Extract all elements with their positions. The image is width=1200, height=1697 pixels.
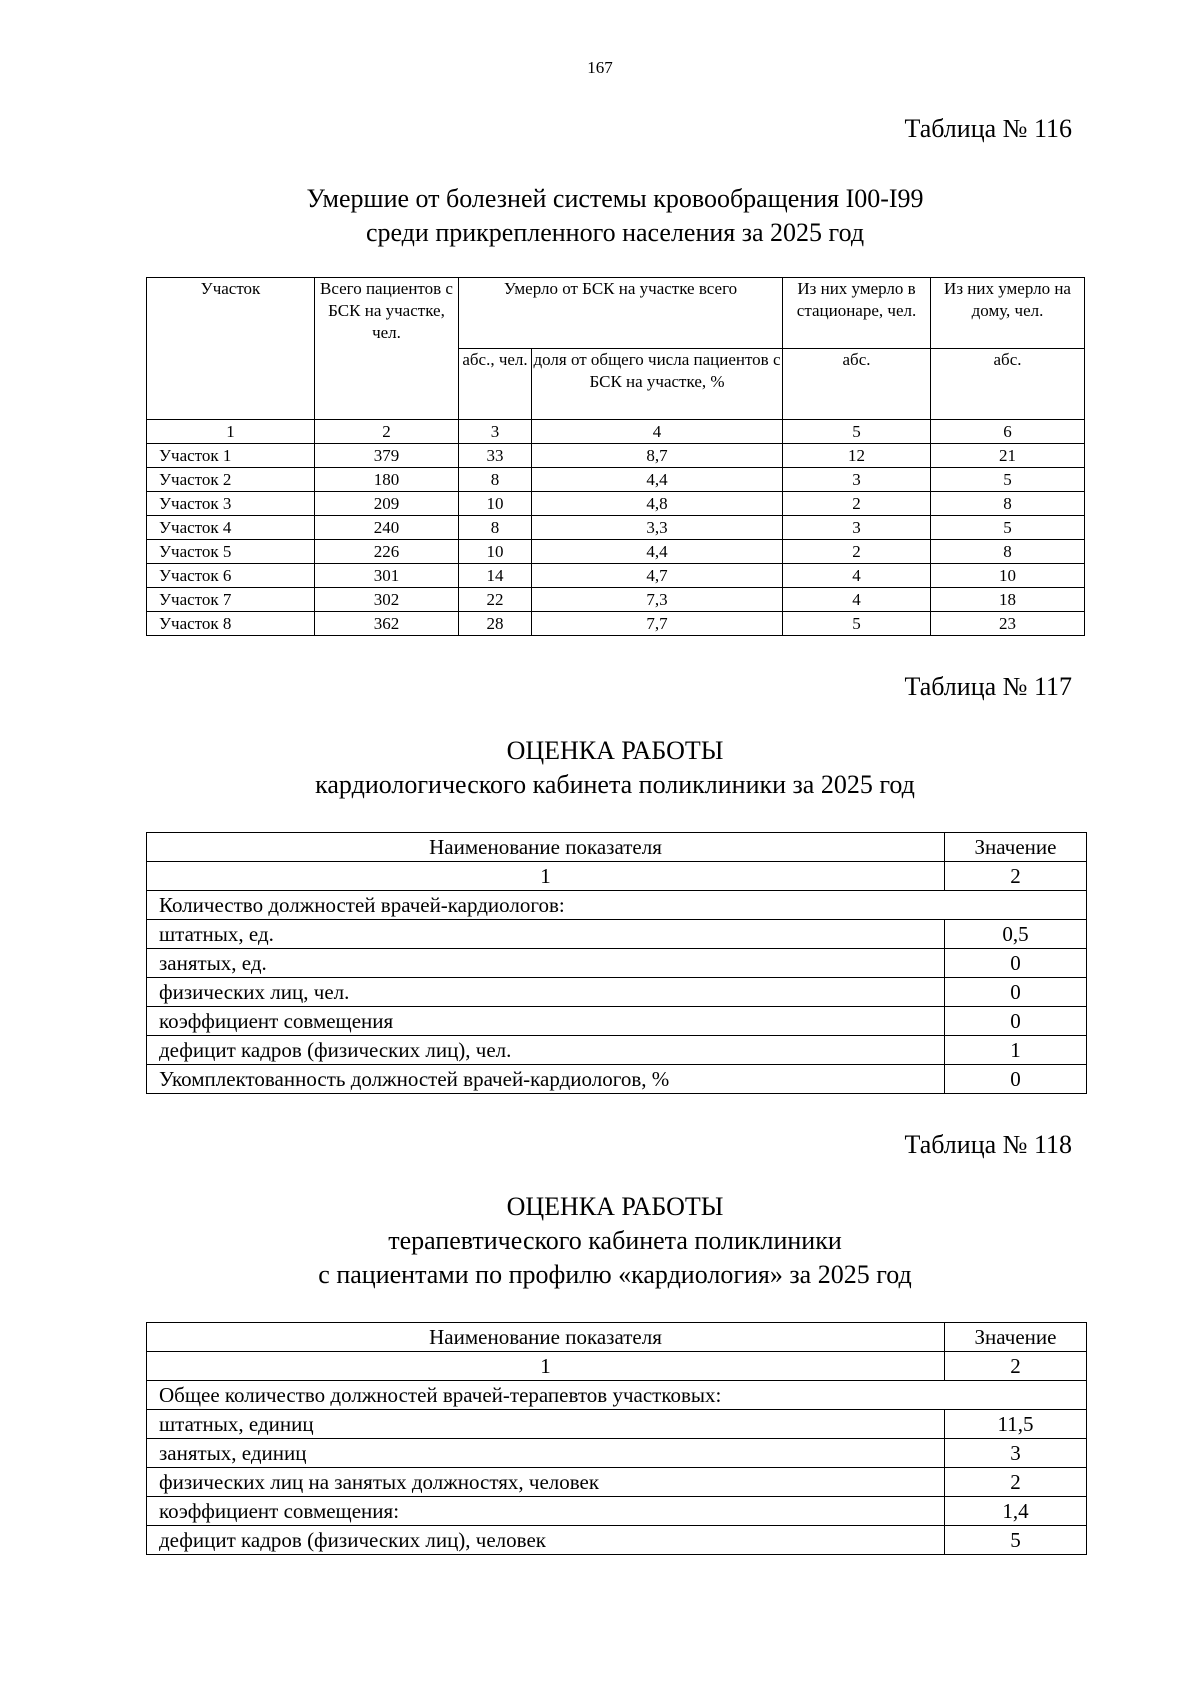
- col-number: 1: [147, 420, 315, 444]
- cell-name: коэффициент совмещения:: [147, 1497, 945, 1526]
- header-value: Значение: [945, 833, 1087, 862]
- cell-total: 180: [315, 468, 459, 492]
- cell-total: 209: [315, 492, 459, 516]
- cell-value: 3: [945, 1439, 1087, 1468]
- cell-value: 1,4: [945, 1497, 1087, 1526]
- cell-abs: 8: [459, 468, 532, 492]
- cell-share: 3,3: [532, 516, 783, 540]
- cell-area: Участок 2: [147, 468, 315, 492]
- title-line: среди прикрепленного населения за 2025 год: [365, 218, 865, 247]
- section-row: Количество должностей врачей-кардиологов:: [147, 891, 1087, 920]
- header-abs-home: абс.: [931, 349, 1085, 420]
- cell-area: Участок 6: [147, 564, 315, 588]
- col-number: 3: [459, 420, 532, 444]
- table-row: [147, 1007, 1087, 1036]
- cell-hospital: 4: [783, 564, 931, 588]
- cell-abs: 10: [459, 492, 532, 516]
- cell-value: 11,5: [945, 1410, 1087, 1439]
- cell-value: 0: [945, 978, 1087, 1007]
- table-118-title: [0, 1190, 1200, 1292]
- cell-area: Участок 8: [147, 612, 315, 636]
- cell-hospital: 5: [783, 612, 931, 636]
- cell-total: 302: [315, 588, 459, 612]
- cell-total: 379: [315, 444, 459, 468]
- cell-abs: 14: [459, 564, 532, 588]
- cell-home: 5: [931, 468, 1085, 492]
- table-118-label: Таблица № 118: [904, 1130, 1072, 1159]
- title-line: Умершие от болезней системы кровообращения I00-I99: [306, 184, 924, 213]
- header-share: доля от общего числа пациентов с БСК на участке, %: [532, 349, 783, 420]
- table-117-title: [0, 734, 1200, 802]
- cell-name: штатных, ед.: [147, 920, 945, 949]
- table-row: [147, 564, 1085, 588]
- cell-name: физических лиц, чел.: [147, 978, 945, 1007]
- cell-name: физических лиц на занятых должностях, человек: [147, 1468, 945, 1497]
- table-117: [146, 832, 1087, 1094]
- cell-share: 4,7: [532, 564, 783, 588]
- cell-hospital: 3: [783, 468, 931, 492]
- cell-hospital: 2: [783, 492, 931, 516]
- section-row: Общее количество должностей врачей-терапевтов участковых:: [147, 1381, 1087, 1410]
- col-number: 5: [783, 420, 931, 444]
- cell-value: 0,5: [945, 920, 1087, 949]
- table-row: [147, 1526, 1087, 1555]
- table-row: [147, 920, 1087, 949]
- cell-home: 8: [931, 540, 1085, 564]
- page-number: 167: [587, 58, 613, 77]
- title-line: ОЦЕНКА РАБОТЫ: [506, 1192, 724, 1221]
- cell-name: дефицит кадров (физических лиц), чел.: [147, 1036, 945, 1065]
- table-116: [146, 277, 1085, 636]
- table-row: [147, 1065, 1087, 1094]
- cell-name: занятых, единиц: [147, 1439, 945, 1468]
- cell-share: 8,7: [532, 444, 783, 468]
- cell-value: 0: [945, 949, 1087, 978]
- cell-name: коэффициент совмещения: [147, 1007, 945, 1036]
- cell-hospital: 12: [783, 444, 931, 468]
- header-name: Наименование показателя: [147, 1323, 945, 1352]
- cell-value: 1: [945, 1036, 1087, 1065]
- column-numbers-row: [147, 420, 1085, 444]
- cell-home: 5: [931, 516, 1085, 540]
- table-row: [147, 949, 1087, 978]
- table-row: [147, 516, 1085, 540]
- cell-name: Укомплектованность должностей врачей-кардиологов, %: [147, 1065, 945, 1094]
- table-row: [147, 612, 1085, 636]
- cell-total: 362: [315, 612, 459, 636]
- header-name: Наименование показателя: [147, 833, 945, 862]
- table-117-label: Таблица № 117: [904, 672, 1072, 701]
- header-died: Умерло от БСК на участке всего: [459, 278, 783, 349]
- title-line: ОЦЕНКА РАБОТЫ: [506, 736, 724, 765]
- cell-abs: 8: [459, 516, 532, 540]
- cell-share: 4,4: [532, 540, 783, 564]
- table-row: [147, 444, 1085, 468]
- cell-home: 18: [931, 588, 1085, 612]
- cell-value: 5: [945, 1526, 1087, 1555]
- cell-area: Участок 5: [147, 540, 315, 564]
- cell-abs: 33: [459, 444, 532, 468]
- title-line: терапевтического кабинета поликлиники: [388, 1226, 842, 1255]
- cell-abs: 28: [459, 612, 532, 636]
- table-row: [147, 588, 1085, 612]
- header-abs-hospital: абс.: [783, 349, 931, 420]
- cell-value: 0: [945, 1007, 1087, 1036]
- cell-share: 4,8: [532, 492, 783, 516]
- cell-total: 301: [315, 564, 459, 588]
- table-118: [146, 1322, 1087, 1555]
- cell-area: Участок 3: [147, 492, 315, 516]
- col-number: 6: [931, 420, 1085, 444]
- col-number: 2: [315, 420, 459, 444]
- header-abs-chel: абс., чел.: [459, 349, 532, 420]
- cell-area: Участок 1: [147, 444, 315, 468]
- cell-share: 7,7: [532, 612, 783, 636]
- table-row: [147, 468, 1085, 492]
- cell-name: штатных, единиц: [147, 1410, 945, 1439]
- cell-abs: 10: [459, 540, 532, 564]
- cell-name: занятых, ед.: [147, 949, 945, 978]
- cell-home: 21: [931, 444, 1085, 468]
- cell-total: 240: [315, 516, 459, 540]
- col-number: 1: [147, 1352, 945, 1381]
- cell-share: 7,3: [532, 588, 783, 612]
- title-line: с пациентами по профилю «кардиология» за 2025 год: [318, 1260, 912, 1289]
- col-number: 2: [945, 1352, 1087, 1381]
- cell-abs: 22: [459, 588, 532, 612]
- cell-home: 10: [931, 564, 1085, 588]
- header-home: Из них умерло на дому, чел.: [931, 278, 1085, 349]
- header-total: Всего пациентов с БСК на участке, чел.: [315, 278, 459, 420]
- table-116-title: [0, 182, 1200, 250]
- cell-home: 23: [931, 612, 1085, 636]
- cell-hospital: 3: [783, 516, 931, 540]
- table-row: [147, 1439, 1087, 1468]
- header-value: Значение: [945, 1323, 1087, 1352]
- header-hospital: Из них умерло в стационаре, чел.: [783, 278, 931, 349]
- cell-area: Участок 7: [147, 588, 315, 612]
- col-number: 4: [532, 420, 783, 444]
- title-line: кардиологического кабинета поликлиники за 2025 год: [315, 770, 915, 799]
- cell-hospital: 2: [783, 540, 931, 564]
- col-number: 2: [945, 862, 1087, 891]
- cell-area: Участок 4: [147, 516, 315, 540]
- cell-hospital: 4: [783, 588, 931, 612]
- col-number: 1: [147, 862, 945, 891]
- cell-name: дефицит кадров (физических лиц), человек: [147, 1526, 945, 1555]
- cell-value: 2: [945, 1468, 1087, 1497]
- table-row: [147, 1468, 1087, 1497]
- table-row: [147, 540, 1085, 564]
- table-row: [147, 1036, 1087, 1065]
- cell-share: 4,4: [532, 468, 783, 492]
- cell-home: 8: [931, 492, 1085, 516]
- table-116-label: Таблица № 116: [904, 114, 1072, 143]
- table-row: [147, 978, 1087, 1007]
- cell-value: 0: [945, 1065, 1087, 1094]
- table-row: [147, 1410, 1087, 1439]
- table-row: [147, 1497, 1087, 1526]
- table-row: [147, 492, 1085, 516]
- header-area: Участок: [147, 278, 315, 420]
- cell-total: 226: [315, 540, 459, 564]
